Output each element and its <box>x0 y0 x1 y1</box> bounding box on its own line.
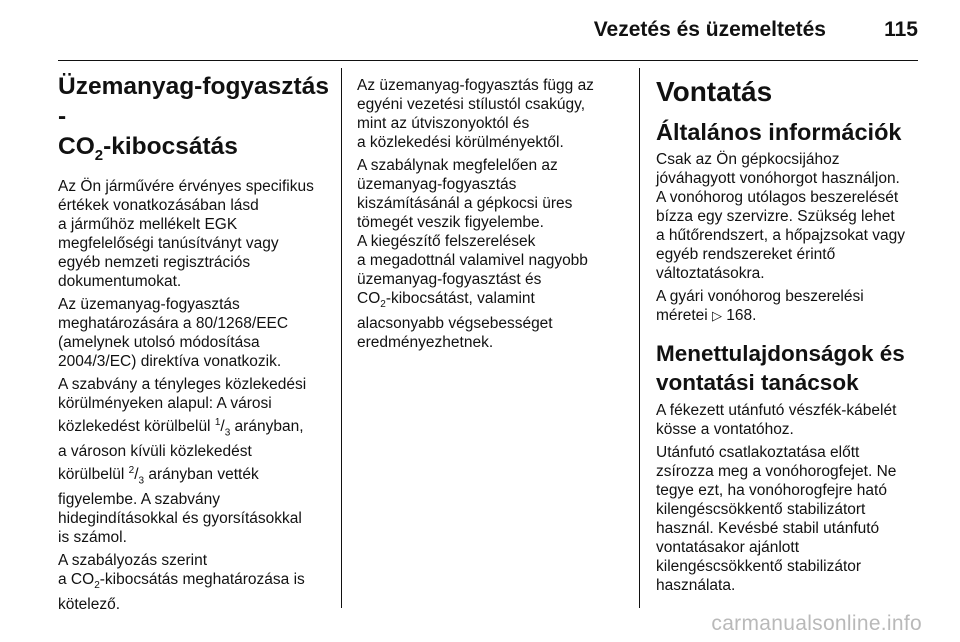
column-middle <box>357 76 633 356</box>
watermark: carmanualsonline.info <box>711 612 922 635</box>
paragraph: Az Ön járművére érvényes specifikus értékek vonatkozásában lásd a járműhöz mellékelt EGK megfelelőségi tanúsítványt vagy egyéb nemzeti regisztrációs dokumentumokat. <box>58 177 314 290</box>
paragraph: A szabályozás szerint a $CO_2$-kibocsátás meghatározása is kötelező. <box>58 552 305 614</box>
cross-reference-link[interactable]: 168. <box>722 307 757 324</box>
paragraph: Utánfutó csatlakoztatása előtt zsírozza meg a vonóhorogfejet. Ne tegye ezt, ha vonóhorogfejre ható kilengéscsökkentő stabilizátort használ. Kevésbé stabil utánfutó vontatásakor ajánlott kilengéscsökkentő stabilizátor használata. <box>656 444 897 594</box>
section-title-towing: Vontatás <box>656 76 773 107</box>
running-header-title: Vezetés és üzemeltetés <box>593 18 826 41</box>
paragraph: A gyári vonóhorog beszerelési méretei ▷ 168. <box>656 288 864 324</box>
paragraph: Csak az Ön gépkocsijához jóváhagyott vonóhorgot használjon. A vonóhorog utólagos beszerelését bízza egy szervizre. Szükség lehet a hűtőrendszert, a hőpajzsokat vagy egyéb rendszereket érintő változtatásokra. <box>656 151 906 282</box>
column-divider-1 <box>341 68 342 608</box>
column-right <box>656 70 926 599</box>
paragraph: A fékezett utánfutó vészfék-kábelét kösse a vontatóhoz. <box>656 402 897 438</box>
paragraph: A szabálynak megfelelően az üzemanyag-fogyasztás kiszámításánál a gépkocsi üres tömegét veszik figyelembe. A kiegészítő felszerelések a megadottnál valamivel nagyobb üzemanyag-fogyasztást és $CO_2$-kibocsátást, valamint alacsonyabb végsebességet eredményezhetnek. <box>357 157 588 352</box>
paragraph: A szabvány a tényleges közlekedési körülményeken alapul: A városi közlekedést körülbelül $^1/_3$ arányban, a városon kívüli közlekedést körülbelül $^2/_3$ arányban vették figyelembe. A szabvány hidegindításokkal és gyorsításokkal is számol. <box>58 375 307 547</box>
paragraph: Az üzemanyag-fogyasztás meghatározására a 80/1268/EEC (amelynek utolsó módosítása 2004/3/EC) direktíva vonatkozik. <box>58 295 289 370</box>
subsection-heading-driving-towing-tips: Menettulajdonságok és vontatási tanácsok <box>656 341 905 395</box>
subsection-heading-general-info: Általános információk <box>656 119 902 145</box>
column-divider-2 <box>639 68 640 608</box>
page-number: 115 <box>884 18 918 41</box>
paragraph: Az üzemanyag-fogyasztás függ az egyéni vezetési stílustól csakúgy, mint az útviszonyoktól és a közlekedési körülményektől. <box>357 77 594 151</box>
cross-reference-arrow-icon[interactable]: ▷ <box>712 308 722 323</box>
section-heading-fuel-consumption: Üzemanyag-fogyasztás - $CO_2$-kibocsátás <box>58 73 329 164</box>
header-rule <box>58 60 918 61</box>
page-header <box>58 14 918 54</box>
column-left <box>58 66 336 618</box>
